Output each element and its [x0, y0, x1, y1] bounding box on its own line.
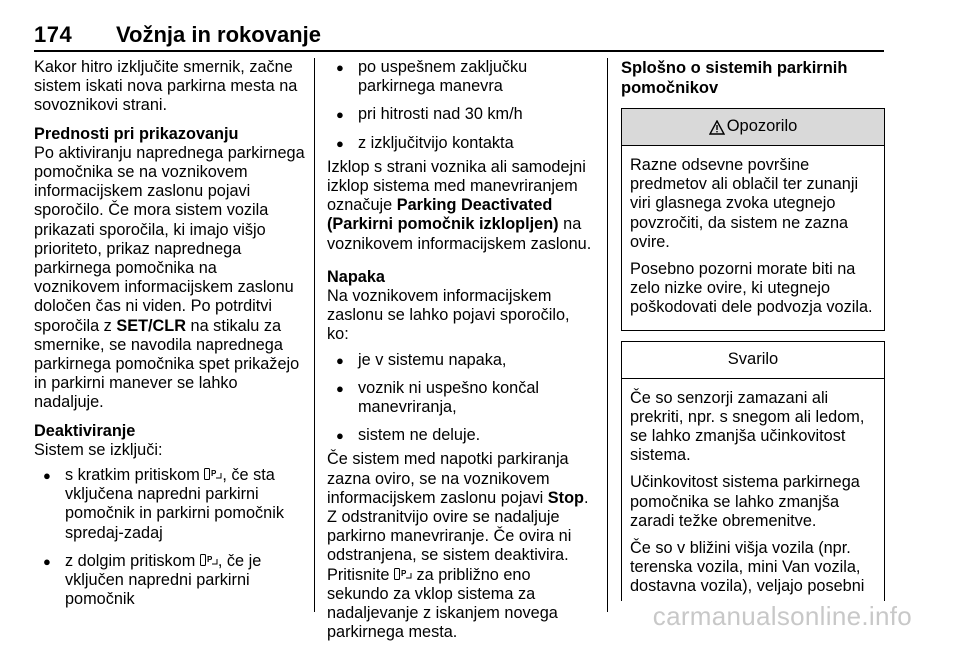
list-item: ● sistem ne deluje.	[327, 426, 595, 445]
obstacle-paragraph	[327, 450, 595, 642]
warning-header	[622, 109, 884, 146]
text-run: Če sistem med napotki parkiranja zazna oviro, se na voznikovem informacijskem zaslonu pojavi	[327, 450, 569, 507]
error-heading: Napaka	[327, 267, 385, 286]
set-clr-label: SET/CLR	[116, 316, 187, 335]
parking-assist-icon	[204, 467, 222, 481]
page-number: 174	[34, 22, 73, 47]
text-run: na voznikovem informacijskem zaslonu.	[327, 215, 592, 253]
stop-label: Stop	[547, 488, 584, 507]
svg-text:P: P	[211, 469, 217, 479]
caution-label: Svarilo	[727, 350, 779, 369]
section-title: Splošno o sistemih parkirnih pomočnikov	[621, 59, 848, 97]
svg-text:P: P	[400, 568, 407, 578]
header-rule	[34, 50, 884, 52]
list-item: ● voznik ni uspešno končal manevriranja,	[327, 379, 595, 417]
error-intro: Na voznikovem informacijskem zaslonu se lahko pojavi sporočilo, ko:	[327, 287, 570, 344]
parking-assist-icon	[394, 567, 412, 581]
caution-box	[621, 341, 885, 601]
column-1	[34, 58, 306, 618]
text-run: za približno eno sekundo za vklop sistema za nadaljevanje z iskanjem novega parkirnega mesta.	[327, 565, 558, 642]
watermark: carmanualsonline.info	[652, 601, 912, 631]
caution-header	[622, 342, 884, 379]
deactivation-message-paragraph	[327, 158, 595, 254]
page-header	[34, 22, 926, 52]
warning-label: Opozorilo	[726, 117, 798, 136]
column-divider	[314, 58, 315, 612]
column-2	[327, 58, 595, 651]
warning-body	[622, 146, 884, 330]
list-item: ● pri hitrosti nad 30 km/h	[327, 105, 595, 124]
caution-body	[622, 379, 884, 601]
column-3	[621, 58, 885, 601]
caution-paragraph: Učinkovitost sistema parkirnega pomočnika se lahko zmanjša zaradi težke obremenitve.	[630, 473, 860, 530]
deactivation-heading: Deaktiviranje	[34, 421, 136, 440]
text-run: Izklop s strani voznika ali samodejni izklop sistema med manevriranjem označuje	[327, 157, 586, 215]
warning-box	[621, 108, 885, 331]
list-item: ● je v sistemu napaka,	[327, 351, 595, 370]
intro-paragraph: Kakor hitro izključite smernik, začne sistem iskati nova parkirna mesta na sovoznikovi strani.	[34, 58, 298, 115]
deactivation-list-continued	[327, 58, 595, 153]
page-title: Vožnja in rokovanje	[116, 22, 321, 47]
text-run: , če je vključen napredni parkirni pomočnik	[65, 551, 262, 609]
svg-text:P: P	[206, 554, 213, 564]
list-item: ● po uspešnem zaključku parkirnega manevra	[327, 58, 595, 96]
warning-triangle-icon	[709, 120, 725, 135]
parking-assist-icon	[200, 553, 218, 567]
list-item: ● z izključitvijo kontakta	[327, 134, 595, 153]
text-run: , če sta vključena napredni parkirni pomočnik in parkirni pomočnik spredaj-zadaj	[65, 466, 284, 542]
caution-paragraph: Če so v bližini višja vozila (npr. terenska vozila, mini Van vozila, dostavna vozila), veljajo posebni	[630, 539, 865, 596]
text-run: Po aktiviranju naprednega parkirnega pomočnika se na voznikovem informacijskem zaslonu pojavi sporočilo. Če mora sistem vozila prikazati sporočila, ki imajo višjo prioriteto, prikaz naprednega parkirnega pomočnika na voznikovem informacijskem zaslonu določen čas ni viden. Po potrditvi sporočila z	[34, 143, 305, 335]
parking-deactivated-label: Parking Deactivated (Parkirni pomočnik izklopljen)	[327, 196, 559, 234]
caution-paragraph: Če so senzorji zamazani ali prekriti, npr. s snegom ali ledom, se lahko zmanjša učinkovitost sistema.	[630, 388, 865, 465]
text-run: z dolgim pritiskom	[65, 551, 200, 570]
text-run: na stikalu za smernike, se navodila naprednega parkirnega pomočnika spet prikažejo in parkirni manever se lahko nadaljuje.	[34, 316, 300, 412]
text-run: . Z odstranitvijo ovire se nadaljuje parkirno manevriranje. Če ovira ni odstranjena, se sistem deaktivira. Pritisnite	[327, 488, 589, 584]
warning-paragraph: Razne odsevne površine predmetov ali oblačil ter zunanji viri glasnega zvoka utegnejo povzročiti, da sistem ne zazna ovire.	[630, 156, 859, 251]
deactivation-intro: Sistem se izključi:	[34, 440, 163, 459]
error-list	[327, 351, 595, 446]
advantages-heading: Prednosti pri prikazovanju	[34, 124, 239, 143]
column-divider	[607, 58, 608, 612]
deactivation-list	[34, 466, 306, 609]
list-item	[34, 552, 306, 610]
warning-paragraph: Posebno pozorni morate biti na zelo nizke ovire, ki utegnejo poškodovati dele podvozja vozila.	[630, 260, 873, 317]
advantages-paragraph	[34, 144, 306, 413]
text-run: s kratkim pritiskom	[65, 466, 205, 485]
list-item	[34, 466, 306, 543]
